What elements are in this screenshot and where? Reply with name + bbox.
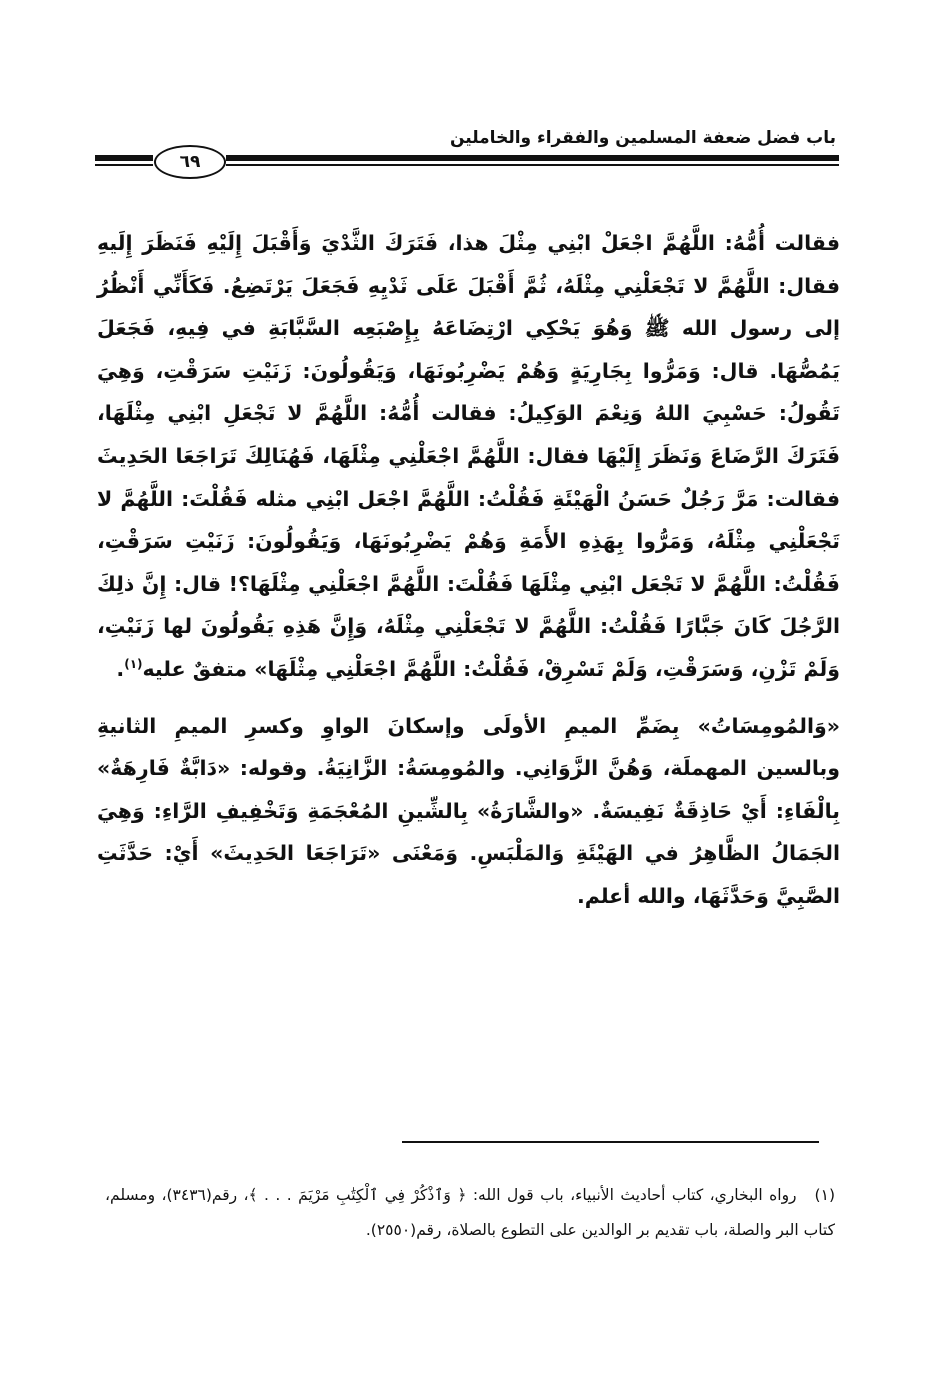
footnote — [105, 1178, 835, 1248]
footnote-text: رواه البخاري، كتاب أحاديث الأنبياء، باب قول الله: ﴿ وَٱذْكُرْ فِي ٱلْكِتَٰبِ مَرْيَمَ . . . ﴾، رقم(٣٤٣٦)، ومسلم، كتاب البر والصلة، باب تقديم بر الوالدين على التطوع بالصلاة، رقم(٢٥٥٠). — [105, 1186, 835, 1239]
running-title: باب فضل ضعفة المسلمين والفقراء والخاملين — [449, 128, 836, 148]
footnote-separator — [402, 1141, 819, 1143]
sentence-period: . — [116, 656, 125, 681]
hadith-paragraph — [97, 222, 840, 691]
header-rule-left — [95, 155, 153, 168]
main-text — [97, 222, 840, 918]
hadith-text: فقالت أُمُّهُ: اللَّهُمَّ اجْعَلْ ابْنِي مِثْلَ هذا، فَتَرَكَ الثَّدْيَ وَأَقْبَلَ إِلَيْهِ فَنَظَرَ إِلَيهِ فقال: اللَّهُمَّ لا تَجْعَلْنِي مِثْلَهُ، ثُمَّ أَقْبَلَ عَلَى ثَدْيِهِ فَجَعَلَ يَرْتَضِعُ. فَكَأَنِّي أَنْظُرُ إلى رسول الله ﷺ وَهُوَ يَحْكِي ارْتِضَاعَهُ بِإِصْبَعِه السَّبَّابَةِ في فِيهِ، فَجَعَلَ يَمُصُّهَا. قال: وَمَرُّوا بِجَارِيَةٍ وَهُمْ يَضْرِبُونَهَا، وَيَقُولُونَ: زَنَيْتِ سَرَقْتِ، وَهِيَ تَقُولُ: حَسْبِيَ اللهُ وَنِعْمَ الوَكِيلُ: فقالت أُمُّهُ: اللَّهُمَّ لا تَجْعَلِ ابْنِي مِثْلَهَا، فَتَرَكَ الرَّضَاعَ وَنَظَرَ إِلَيْهَا فقال: اللَّهُمَّ اجْعَلْنِي مِثْلَهَا، فَهُنَالِكَ تَرَاجَعَا الحَدِيثَ فقالت: مَرَّ رَجُلٌ حَسَنُ الْهَيْئَةِ فَقُلْتُ: اللَّهُمَّ اجْعَل ابْنِي مثله فَقُلْتَ: اللَّهُمَّ لا تَجْعَلْنِي مِثْلَهُ، وَمَرُّوا بِهَذِهِ الأَمَةِ وَهُمْ يَضْرِبُونَهَا، وَيَقُولُونَ: زَنَيْتِ سَرَقْتِ، فَقُلْتُ: اللَّهُمَّ لا تَجْعَل ابْنِي مِثْلَهَا فَقُلْتَ: اللَّهُمَّ اجْعَلْنِي مِثْلَهَا؟! قال: إِنَّ ذلِكَ الرَّجُلَ كَانَ جَبَّارًا فَقُلْتُ: اللَّهُمَّ لا تَجْعَلْنِي مِثْلَهُ، وَإِنَّ هَذِهِ يَقُولُونَ لها زَنَيْتِ، وَلَمْ تَزْنِ، وَسَرَقْتِ، وَلَمْ تَسْرِقْ، فَقُلْتُ: اللَّهُمَّ اجْعَلْنِي مِثْلَهَا» متفقٌ عليه — [97, 231, 840, 681]
header-rule-right — [226, 155, 839, 168]
page-number: ٦٩ — [154, 145, 226, 179]
footnote-reference[interactable]: (١) — [124, 657, 143, 672]
footnote-number: (١) — [814, 1186, 835, 1204]
explanation-paragraph: «وَالمُومِسَاتُ» بِضَمِّ الميمِ الأولَى وإسكانَ الواوِ وكسرِ الميمِ الثانيةِ وبالسين المهملَة، وَهُنَّ الزَّوَانِي. والمُومِسَةُ: الزَّانِيَةُ. وقوله: «دَابَّةٌ فَارِهَةٌ» بِالْفَاءِ: أَيْ حَاذِقَةٌ نَفِيسَةٌ. «والشَّارَةُ» بِالشِّينِ المُعْجَمَةِ وَتَخْفِيفِ الرَّاءِ: وَهِيَ الجَمَالُ الظَّاهِرُ في الهَيْئَةِ وَالمَلْبَسِ. وَمَعْنَى «تَرَاجَعَا الحَدِيثَ» أَيْ: حَدَّثَتِ الصَّبِيَّ وَحَدَّثَهَا، والله أعلم. — [97, 713, 840, 908]
